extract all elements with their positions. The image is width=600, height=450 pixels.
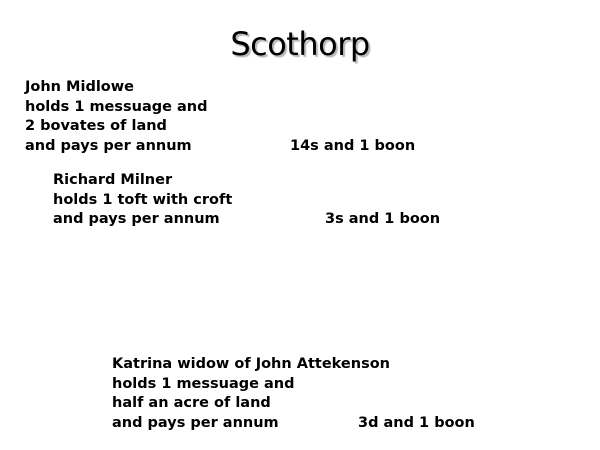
payment-amount: 14s and 1 boon <box>290 137 416 154</box>
payment-amount: 3s and 1 boon <box>325 211 441 227</box>
tenant-entry <box>53 171 441 230</box>
slide-title: Scothorp <box>230 25 370 63</box>
payment-row <box>25 137 416 157</box>
payment-text: and pays per annum <box>25 137 192 154</box>
tenant-name: Richard Milner <box>53 172 173 188</box>
payment-row <box>112 414 475 434</box>
payment-text: and pays per annum <box>112 414 279 431</box>
holding-line: half an acre of land <box>112 395 271 411</box>
payment-row <box>53 210 441 230</box>
holding-line: 2 bovates of land <box>25 118 167 134</box>
holding-line: holds 1 toft with croft <box>53 191 233 208</box>
holding-line: holds 1 messuage and <box>25 98 208 115</box>
tenant-entry <box>112 355 475 433</box>
payment-amount: 3d and 1 boon <box>358 414 475 431</box>
holding-line: holds 1 messuage and <box>112 375 295 392</box>
tenant-name: Katrina widow of John Attekenson <box>112 356 390 372</box>
tenant-entry <box>25 78 416 156</box>
payment-text: and pays per annum <box>53 211 220 227</box>
tenant-name: John Midlowe <box>25 79 134 95</box>
